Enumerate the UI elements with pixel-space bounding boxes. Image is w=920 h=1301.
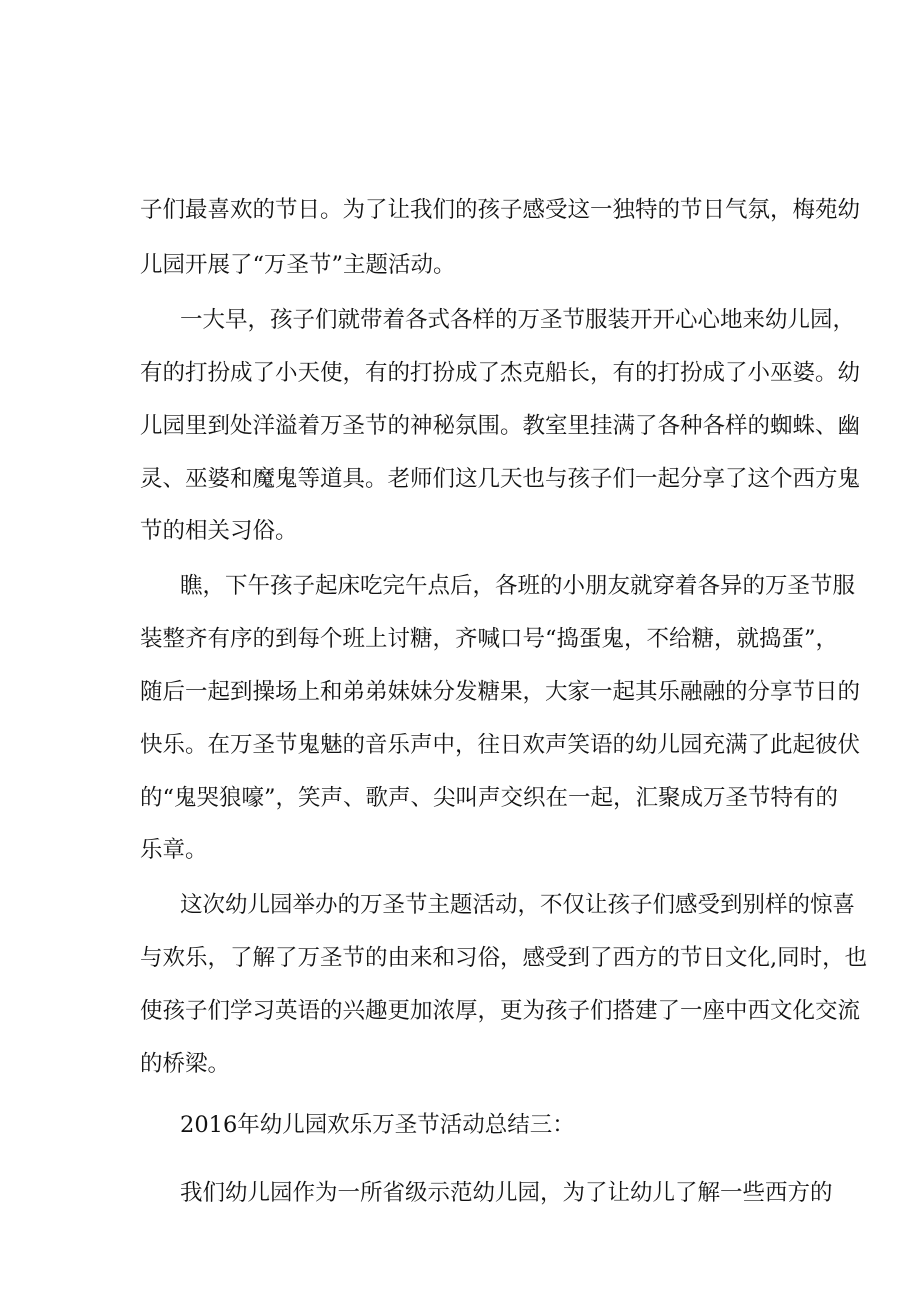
- text-line: 装整齐有序的到每个班上讨糖，齐喊口号“捣蛋鬼，不给糖，就捣蛋”，: [140, 626, 839, 652]
- text-line: 儿园里到处洋溢着万圣节的神秘氛围。教室里挂满了各种各样的蜘蛛、幽: [140, 413, 861, 439]
- paragraph-first-line: 我们幼儿园作为一所省级示范幼儿园，为了让幼儿了解一些西方的: [180, 1180, 833, 1206]
- text-line: 节的相关习俗。: [140, 518, 298, 544]
- text-line: 的桥梁。: [140, 1051, 231, 1077]
- text-line: 子们最喜欢的节日。为了让我们的孩子感受这一独特的节日气氛，梅苑幼: [140, 197, 861, 223]
- text-line: 使孩子们学习英语的兴趣更加浓厚，更为孩子们搭建了一座中西文化交流: [140, 998, 861, 1024]
- text-line: 儿园开展了“万圣节”主题活动。: [140, 252, 456, 278]
- text-line: 的“鬼哭狼嚎”，笑声、歌声、尖叫声交织在一起，汇聚成万圣节特有的: [140, 785, 839, 811]
- text-line: 灵、巫婆和魔鬼等道具。老师们这几天也与孩子们一起分享了这个西方鬼: [140, 466, 861, 492]
- section-heading: 2016年幼儿园欢乐万圣节活动总结三：: [180, 1112, 575, 1138]
- text-line: 随后一起到操场上和弟弟妹妹分发糖果，大家一起其乐融融的分享节日的: [140, 679, 861, 705]
- text-line: 有的打扮成了小天使，有的打扮成了杰克船长，有的打扮成了小巫婆。幼: [140, 360, 861, 386]
- paragraph-first-line: 这次幼儿园举办的万圣节主题活动，不仅让孩子们感受到别样的惊喜: [180, 892, 856, 918]
- paragraph-first-line: 一大早，孩子们就带着各式各样的万圣节服装开开心心地来幼儿园，: [180, 307, 856, 333]
- paragraph-first-line: 瞧，下午孩子起床吃完午点后，各班的小朋友就穿着各异的万圣节服: [180, 573, 856, 599]
- text-line: 与欢乐，了解了万圣节的由来和习俗，感受到了西方的节日文化,同时，也: [140, 945, 868, 971]
- text-line: 快乐。在万圣节鬼魅的音乐声中，往日欢声笑语的幼儿园充满了此起彼伏: [140, 732, 861, 758]
- text-line: 乐章。: [140, 837, 208, 863]
